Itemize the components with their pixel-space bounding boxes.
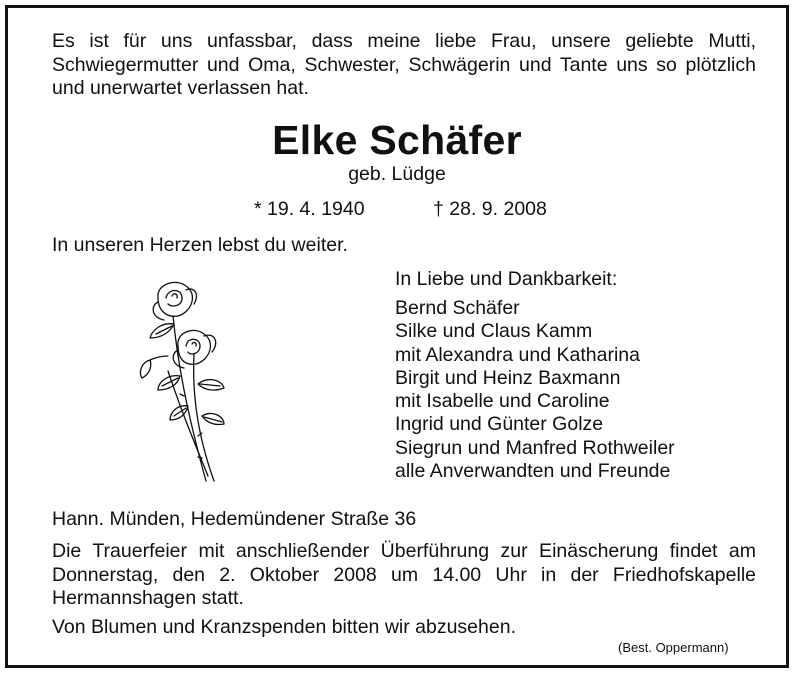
- mourner-line: Silke und Claus Kamm: [395, 320, 593, 343]
- rose-illustration: [128, 276, 238, 486]
- mourner-line: Ingrid und Günter Golze: [395, 413, 604, 436]
- motto: In unseren Herzen lebst du weiter.: [52, 234, 348, 256]
- mourner-line: Siegrun und Manfred Rothweiler: [395, 436, 675, 459]
- undertaker-credit: (Best. Oppermann): [618, 640, 729, 655]
- mourner-line: mit Isabelle und Caroline: [395, 390, 610, 413]
- mourners-list: [395, 297, 675, 483]
- thanks-heading: In Liebe und Dankbarkeit:: [395, 268, 618, 290]
- family-address: Hann. Münden, Hedemündener Straße 36: [52, 508, 417, 530]
- mourner-line: alle Anverwandten und Freunde: [395, 460, 671, 483]
- birth-name: geb. Lüdge: [348, 163, 446, 185]
- mourner-line: Birgit und Heinz Baxmann: [395, 366, 621, 389]
- flowers-request: Von Blumen und Kranzspenden bitten wir abzusehen.: [52, 616, 516, 638]
- mourner-line: mit Alexandra und Katharina: [395, 343, 640, 366]
- funeral-details: Die Trauerfeier mit anschließender Überführung zur Einäscherung findet am Donnerstag, den 2. Oktober 2008 um 14.00 Uhr in der Friedhofskapelle Hermannshagen statt.: [52, 540, 756, 609]
- mourner-line: Bernd Schäfer: [395, 297, 520, 319]
- deceased-name: Elke Schäfer: [272, 117, 522, 163]
- intro-text: Es ist für uns unfassbar, dass meine liebe Frau, unsere geliebte Mutti, Schwiegermutter und Oma, Schwester, Schwägerin und Tante uns so plötzlich und unerwartet verlassen hat.: [52, 30, 756, 99]
- death-date: † 28. 9. 2008: [433, 198, 547, 220]
- obituary-notice: [5, 5, 789, 668]
- birth-date: * 19. 4. 1940: [254, 198, 365, 220]
